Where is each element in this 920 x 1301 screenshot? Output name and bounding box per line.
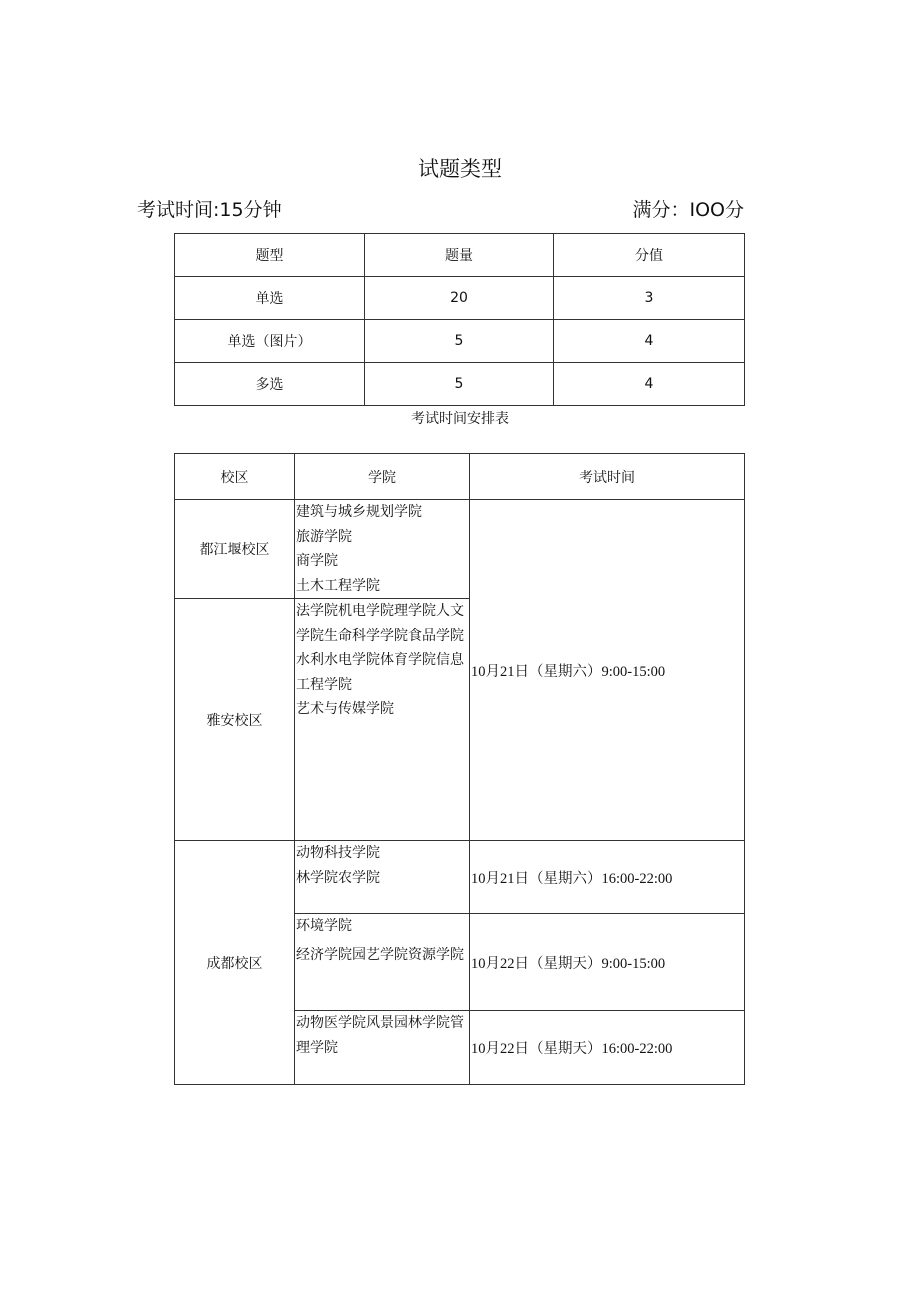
college-cell [295,599,470,841]
question-types-table [174,233,745,406]
header-cell-count: 题量 [365,234,554,277]
table-header-row [175,234,745,277]
table-row [175,277,745,320]
header-cell-time: 考试时间 [470,454,745,500]
page-title: 试题类型 [418,157,502,181]
college-name: 土木工程学院 [296,577,380,594]
college-name: 环境学院 [296,918,352,934]
exam-time-cell: 10月21日（星期六）9:00-15:00 [470,500,745,841]
college-name: 旅游学院 [296,528,352,545]
exam-time-cell: 10月22日（星期天）16:00-22:00 [470,1011,745,1085]
college-cell [295,841,470,914]
score-cell: 4 [554,363,745,406]
table-row [175,320,745,363]
table-row [175,500,745,599]
header-cell-type: 题型 [175,234,365,277]
college-cell [295,1011,470,1085]
count-cell: 5 [365,320,554,363]
header-cell-college: 学院 [295,454,470,500]
schedule-caption: 考试时间安排表 [411,411,509,427]
college-name: 动物医学院风景园林学院管理学院 [296,1015,464,1056]
college-name: 建筑与城乡规划学院 [296,504,422,520]
type-cell: 多选 [175,363,365,406]
campus-cell-dujiangyan: 都江堰校区 [175,500,295,599]
exam-time-cell: 10月21日（星期六）16:00-22:00 [470,841,745,914]
type-cell: 单选 [175,277,365,320]
count-cell: 5 [365,363,554,406]
table-row [175,841,745,914]
exam-duration: 考试时间:15分钟 [137,199,282,221]
college-name: 经济学院园艺学院资源学院 [296,946,464,963]
table-header-row [175,454,745,500]
college-name: 动物科技学院 [296,845,380,861]
college-name: 商学院 [296,553,338,569]
score-cell: 3 [554,277,745,320]
campus-cell-chengdu: 成都校区 [175,841,295,1085]
full-score: 满分：IOO分 [632,199,744,221]
header-cell-campus: 校区 [175,454,295,500]
campus-cell-yaan: 雅安校区 [175,599,295,841]
type-cell: 单选（图片） [175,320,365,363]
college-name: 林学院农学院 [296,869,380,886]
exam-schedule-table [174,453,745,1085]
exam-time-cell: 10月22日（星期天）9:00-15:00 [470,914,745,1011]
college-cell [295,500,470,599]
college-name: 艺术与传媒学院 [296,701,394,717]
college-cell [295,914,470,1011]
score-cell: 4 [554,320,745,363]
college-name: 法学院机电学院理学院人文学院生命科学学院食品学院水利水电学院体育学院信息工程学院 [296,603,464,693]
table-row [175,363,745,406]
count-cell: 20 [365,277,554,320]
header-cell-score: 分值 [554,234,745,277]
